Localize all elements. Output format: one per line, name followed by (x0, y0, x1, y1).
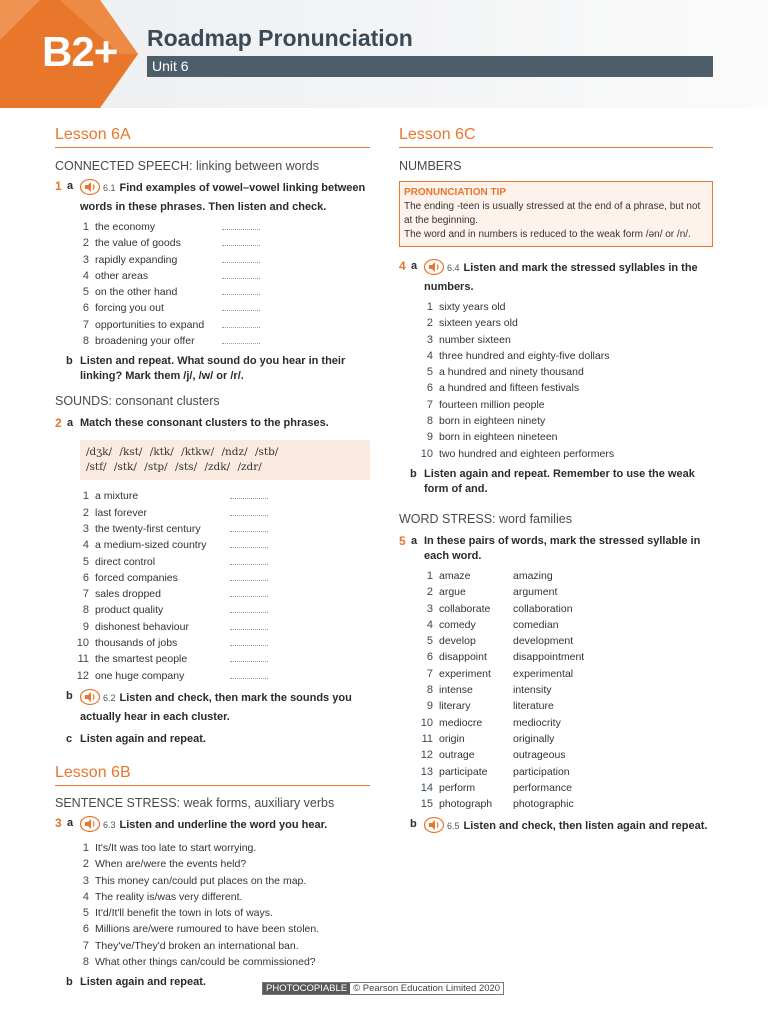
item-text: a medium-sized country (95, 539, 207, 552)
item-number: 8 (82, 604, 89, 617)
item-number: 1 (82, 841, 89, 854)
item-number: 7 (82, 939, 89, 952)
answer-blank[interactable] (222, 245, 260, 246)
exercise-instruction: Listen and check, then mark the sounds you actually hear in each cluster. (80, 691, 352, 723)
page-title: Roadmap Pronunciation (147, 25, 413, 51)
track-number: 6.5 (447, 821, 460, 832)
item-number: 3 (82, 253, 89, 266)
footer (262, 982, 504, 995)
exercise-number: 4 (399, 259, 406, 273)
word-derived: amazing (513, 569, 553, 582)
word-base: disappoint (439, 651, 487, 664)
word-derived: photographic (513, 798, 574, 811)
answer-blank[interactable] (230, 531, 268, 532)
exercise-5b (399, 817, 713, 838)
exercise-instruction: Listen again and repeat. (80, 732, 206, 745)
word-base: collaborate (439, 602, 491, 615)
answer-blank[interactable] (230, 580, 268, 581)
list-item (399, 380, 713, 396)
exercise-2a-list (55, 488, 370, 684)
word-base: mediocre (439, 716, 483, 729)
exercise-4a-list (399, 299, 713, 462)
item-text: a hundred and ninety thousand (439, 366, 584, 379)
exercise-1b (55, 354, 370, 384)
word-derived: argument (513, 586, 558, 599)
exercise-letter: b (410, 467, 417, 480)
item-text: It'd/It'll benefit the town in lots of ways. (95, 907, 273, 920)
exercise-letter: a (67, 180, 74, 192)
item-number: 3 (426, 333, 433, 346)
list-item (55, 938, 370, 954)
exercise-letter: b (66, 355, 73, 368)
exercise-instruction: Listen and underline the word you hear. (119, 818, 328, 831)
item-text: This money can/could put places on the map. (95, 874, 307, 887)
item-number: 2 (82, 506, 89, 519)
exercise-letter: c (66, 732, 73, 745)
list-item (399, 315, 713, 331)
item-text: Millions are/were rumoured to have been stolen. (95, 923, 320, 936)
item-number: 1 (426, 301, 433, 313)
answer-blank[interactable] (222, 294, 260, 295)
section-consonant-clusters: SOUNDS: consonant clusters (55, 394, 220, 409)
exercise-letter: b (66, 976, 73, 989)
answer-blank[interactable] (222, 310, 260, 311)
item-text: a mixture (95, 490, 139, 503)
list-item (55, 954, 370, 970)
item-number: 8 (82, 335, 89, 348)
track-number: 6.1 (103, 183, 116, 193)
answer-blank[interactable] (230, 645, 268, 646)
list-item (55, 554, 370, 570)
left-column (55, 126, 370, 990)
item-number: 6 (82, 571, 89, 584)
item-text: on the other hand (95, 286, 178, 299)
answer-blank[interactable] (222, 327, 260, 328)
section-sentence-stress: SENTENCE STRESS: weak forms, auxiliary verbs (55, 795, 335, 810)
list-item (55, 856, 370, 872)
list-item (399, 332, 713, 348)
lesson-6b-heading: Lesson 6B (55, 764, 370, 786)
item-number: 5 (426, 366, 433, 379)
exercise-letter: a (67, 816, 74, 829)
item-number: 10 (76, 637, 89, 650)
list-item (399, 731, 713, 747)
list-item (399, 682, 713, 698)
exercise-5a (399, 534, 713, 564)
item-text: sixty years old (439, 301, 506, 313)
list-item (55, 635, 370, 651)
item-number: 7 (82, 318, 89, 331)
item-number: 8 (426, 415, 433, 428)
tip-line-2: The word and in numbers is reduced to the weak form /ən/ or /n/. (404, 229, 691, 240)
item-text: fourteen million people (439, 398, 545, 411)
item-number: 9 (426, 431, 433, 444)
track-number: 6.4 (447, 263, 460, 273)
list-item (55, 602, 370, 618)
item-number: 14 (420, 781, 433, 794)
list-item (55, 488, 370, 504)
item-text: number sixteen (439, 333, 511, 346)
list-item (55, 333, 370, 349)
exercise-2c (55, 732, 370, 747)
list-item (55, 570, 370, 586)
answer-blank[interactable] (222, 278, 260, 279)
item-number: 4 (82, 269, 89, 282)
unit-label: Unit 6 (147, 56, 713, 77)
list-item (399, 601, 713, 617)
audio-icon[interactable] (80, 816, 100, 837)
item-number: 2 (426, 586, 433, 599)
list-item (399, 299, 713, 315)
item-number: 7 (82, 588, 89, 601)
answer-blank[interactable] (230, 596, 268, 597)
item-text: direct control (95, 555, 156, 568)
item-text: last forever (95, 506, 147, 519)
item-text: What other things can/could be commissioned? (95, 956, 316, 969)
list-item (399, 649, 713, 665)
list-item (399, 413, 713, 429)
item-number: 10 (420, 716, 433, 729)
list-item (55, 668, 370, 684)
item-text: broadening your offer (95, 335, 195, 348)
item-text: The reality is/was very different. (95, 890, 243, 903)
list-item (55, 521, 370, 537)
list-item (55, 252, 370, 268)
word-derived: performance (513, 781, 572, 794)
list-item (399, 764, 713, 780)
tip-line-1: The ending -teen is usually stressed at the end of a phrase, but not at the beginning. (404, 201, 701, 226)
list-item (55, 235, 370, 251)
item-number: 9 (426, 700, 433, 713)
word-derived: development (513, 635, 574, 648)
item-number: 13 (420, 765, 433, 778)
item-number: 10 (420, 447, 433, 460)
item-text: one huge company (95, 669, 185, 682)
item-text: three hundred and eighty-five dollars (439, 349, 610, 362)
item-number: 6 (426, 651, 433, 664)
audio-icon[interactable] (80, 689, 100, 710)
list-item (399, 617, 713, 633)
item-number: 4 (82, 890, 89, 903)
copyright-text: © Pearson Education Limited 2020 (353, 983, 501, 994)
list-item (55, 300, 370, 316)
item-text: a hundred and fifteen festivals (439, 382, 580, 395)
lesson-6a-heading: Lesson 6A (55, 126, 370, 148)
item-text: sales dropped (95, 588, 161, 601)
level-badge (0, 0, 142, 108)
item-number: 7 (426, 398, 433, 411)
list-item (55, 586, 370, 602)
page-header (0, 0, 768, 108)
list-item (55, 619, 370, 635)
word-base: comedy (439, 618, 476, 631)
level-label: B2+ (42, 28, 118, 75)
exercise-letter: b (410, 818, 417, 831)
track-number: 6.2 (103, 692, 116, 703)
item-number: 7 (426, 667, 433, 680)
exercise-3a (55, 816, 370, 837)
list-item (55, 268, 370, 284)
answer-blank[interactable] (222, 229, 260, 230)
list-item (55, 537, 370, 553)
item-number: 1 (82, 221, 89, 233)
item-number: 4 (82, 539, 89, 552)
tip-heading: PRONUNCIATION TIP (404, 187, 507, 198)
list-item (55, 284, 370, 300)
item-text: two hundred and eighteen performers (439, 447, 615, 460)
item-text: forcing you out (95, 302, 164, 315)
photocopiable-label: PHOTOCOPIABLE (263, 983, 350, 994)
item-number: 3 (82, 874, 89, 887)
item-number: 5 (82, 286, 89, 299)
item-number: 12 (76, 669, 89, 682)
section-numbers: NUMBERS (399, 159, 462, 173)
exercise-instruction: In these pairs of words, mark the stressed syllable in each word. (424, 534, 701, 562)
exercise-instruction: Listen again and repeat. (80, 976, 206, 989)
item-text: product quality (95, 604, 164, 617)
item-number: 6 (82, 923, 89, 936)
item-number: 1 (426, 569, 433, 582)
word-derived: outrageous (513, 749, 566, 762)
answer-blank[interactable] (230, 612, 268, 613)
cluster-row: /dʒk/ /kst/ /ktk/ /ktkw/ /ndz/ /stb/ (86, 446, 279, 459)
item-text: They've/They'd broken an international ban. (95, 939, 299, 952)
exercise-instruction: Match these consonant clusters to the phrases. (80, 417, 329, 430)
exercise-letter: a (67, 417, 74, 430)
list-item (399, 397, 713, 413)
list-item (399, 429, 713, 445)
word-base: origin (439, 732, 465, 745)
answer-blank[interactable] (230, 547, 268, 548)
word-base: literary (439, 700, 471, 713)
item-number: 6 (82, 302, 89, 315)
item-number: 6 (426, 382, 433, 395)
word-base: participate (439, 765, 488, 778)
list-item (399, 348, 713, 364)
item-number: 5 (426, 635, 433, 648)
item-number: 5 (82, 907, 89, 920)
item-number: 11 (421, 732, 433, 745)
item-text: forced companies (95, 571, 178, 584)
exercise-letter: a (411, 534, 418, 547)
audio-icon[interactable] (424, 259, 444, 280)
exercise-3a-list (55, 840, 370, 970)
word-derived: comedian (513, 618, 559, 631)
exercise-instruction: Listen and repeat. What sound do you hear in their linking? Mark them /j/, /w/ or /r/. (80, 355, 346, 383)
list-item (399, 446, 713, 462)
answer-blank[interactable] (230, 629, 268, 630)
item-number: 3 (82, 522, 89, 535)
section-connected-speech: CONNECTED SPEECH: linking between words (55, 159, 319, 173)
exercise-2b (55, 689, 370, 725)
list-item (399, 666, 713, 682)
exercise-number: 5 (399, 533, 406, 548)
list-item (55, 219, 370, 235)
item-text: sixteen years old (439, 317, 518, 330)
list-item (399, 584, 713, 600)
exercise-number: 2 (55, 416, 62, 431)
item-text: the value of goods (95, 237, 181, 250)
exercise-1a (55, 179, 370, 215)
answer-blank[interactable] (230, 498, 268, 499)
right-column (399, 126, 713, 838)
item-number: 3 (426, 602, 433, 615)
exercise-instruction: Listen and check, then listen again and repeat. (463, 820, 708, 833)
item-number: 12 (420, 749, 433, 762)
word-derived: literature (513, 700, 554, 713)
item-number: 8 (426, 684, 433, 697)
item-text: It's/It was too late to start worrying. (95, 841, 257, 854)
list-item (399, 747, 713, 763)
item-text: thousands of jobs (95, 637, 178, 650)
pronunciation-tip-box (399, 181, 713, 247)
word-derived: collaboration (513, 602, 573, 615)
exercise-4a (399, 259, 713, 295)
word-base: perform (439, 781, 476, 794)
word-base: develop (439, 635, 476, 648)
item-text: opportunities to expand (95, 318, 205, 331)
word-derived: originally (513, 732, 555, 745)
exercise-number: 1 (55, 179, 62, 193)
item-text: the economy (95, 221, 156, 233)
list-item (399, 796, 713, 812)
item-number: 5 (82, 555, 89, 568)
word-base: amaze (439, 569, 471, 582)
list-item (55, 873, 370, 889)
list-item (55, 651, 370, 667)
exercise-number: 3 (55, 815, 62, 830)
list-item (399, 780, 713, 796)
list-item (55, 921, 370, 937)
word-base: experiment (439, 667, 491, 680)
list-item (55, 905, 370, 921)
audio-icon[interactable] (424, 817, 444, 838)
cluster-row: /stf/ /stk/ /stp/ /sts/ /zdk/ /zdr/ (86, 461, 262, 474)
item-text: born in eighteen nineteen (439, 431, 558, 444)
word-base: intense (439, 684, 473, 697)
list-item (399, 633, 713, 649)
exercise-instruction: Listen and mark the stressed syllables in the numbers. (424, 262, 698, 293)
audio-icon[interactable] (80, 179, 100, 200)
item-number: 11 (77, 653, 89, 666)
item-number: 2 (82, 237, 89, 250)
item-number: 4 (426, 349, 433, 362)
exercise-letter: b (66, 689, 73, 702)
item-text: dishonest behaviour (95, 620, 189, 633)
item-number: 4 (426, 618, 433, 631)
item-text: other areas (95, 269, 149, 282)
item-number: 8 (82, 956, 89, 969)
item-number: 15 (420, 798, 433, 811)
word-derived: experimental (513, 667, 574, 680)
section-word-stress: WORD STRESS: word families (399, 511, 572, 526)
item-text: When are/were the events held? (95, 858, 247, 871)
exercise-4b (399, 467, 713, 497)
item-number: 2 (82, 858, 89, 871)
answer-blank[interactable] (222, 343, 260, 344)
word-derived: disappointment (513, 651, 585, 664)
exercise-letter: a (411, 260, 418, 272)
consonant-cluster-box (80, 440, 370, 480)
track-number: 6.3 (103, 819, 116, 830)
word-derived: intensity (513, 684, 552, 697)
exercise-instruction: Listen again and repeat. Remember to use the weak form of and. (424, 467, 695, 495)
item-text: rapidly expanding (95, 253, 178, 266)
item-text: the twenty-first century (95, 522, 201, 535)
word-derived: mediocrity (513, 716, 561, 729)
item-number: 2 (426, 317, 433, 330)
list-item (55, 889, 370, 905)
word-derived: participation (513, 765, 570, 778)
item-number: 9 (82, 620, 89, 633)
list-item (399, 698, 713, 714)
exercise-5a-list (399, 568, 713, 812)
lesson-6c-heading: Lesson 6C (399, 126, 713, 148)
list-item (399, 364, 713, 380)
answer-blank[interactable] (230, 678, 268, 679)
word-base: outrage (439, 749, 475, 762)
exercise-instruction: Find examples of vowel–vowel linking between words in these phrases. Then listen and check. (80, 182, 366, 213)
item-number: 1 (82, 490, 89, 503)
answer-blank[interactable] (230, 661, 268, 662)
item-text: born in eighteen ninety (439, 415, 546, 428)
word-base: argue (439, 586, 466, 599)
list-item (399, 568, 713, 584)
word-base: photograph (439, 798, 493, 811)
item-text: the smartest people (95, 653, 188, 666)
exercise-1a-list (55, 219, 370, 349)
answer-blank[interactable] (222, 262, 260, 263)
answer-blank[interactable] (230, 564, 268, 565)
list-item (55, 505, 370, 521)
list-item (55, 317, 370, 333)
list-item (399, 715, 713, 731)
exercise-2a (55, 416, 370, 431)
answer-blank[interactable] (230, 515, 268, 516)
list-item (55, 840, 370, 856)
